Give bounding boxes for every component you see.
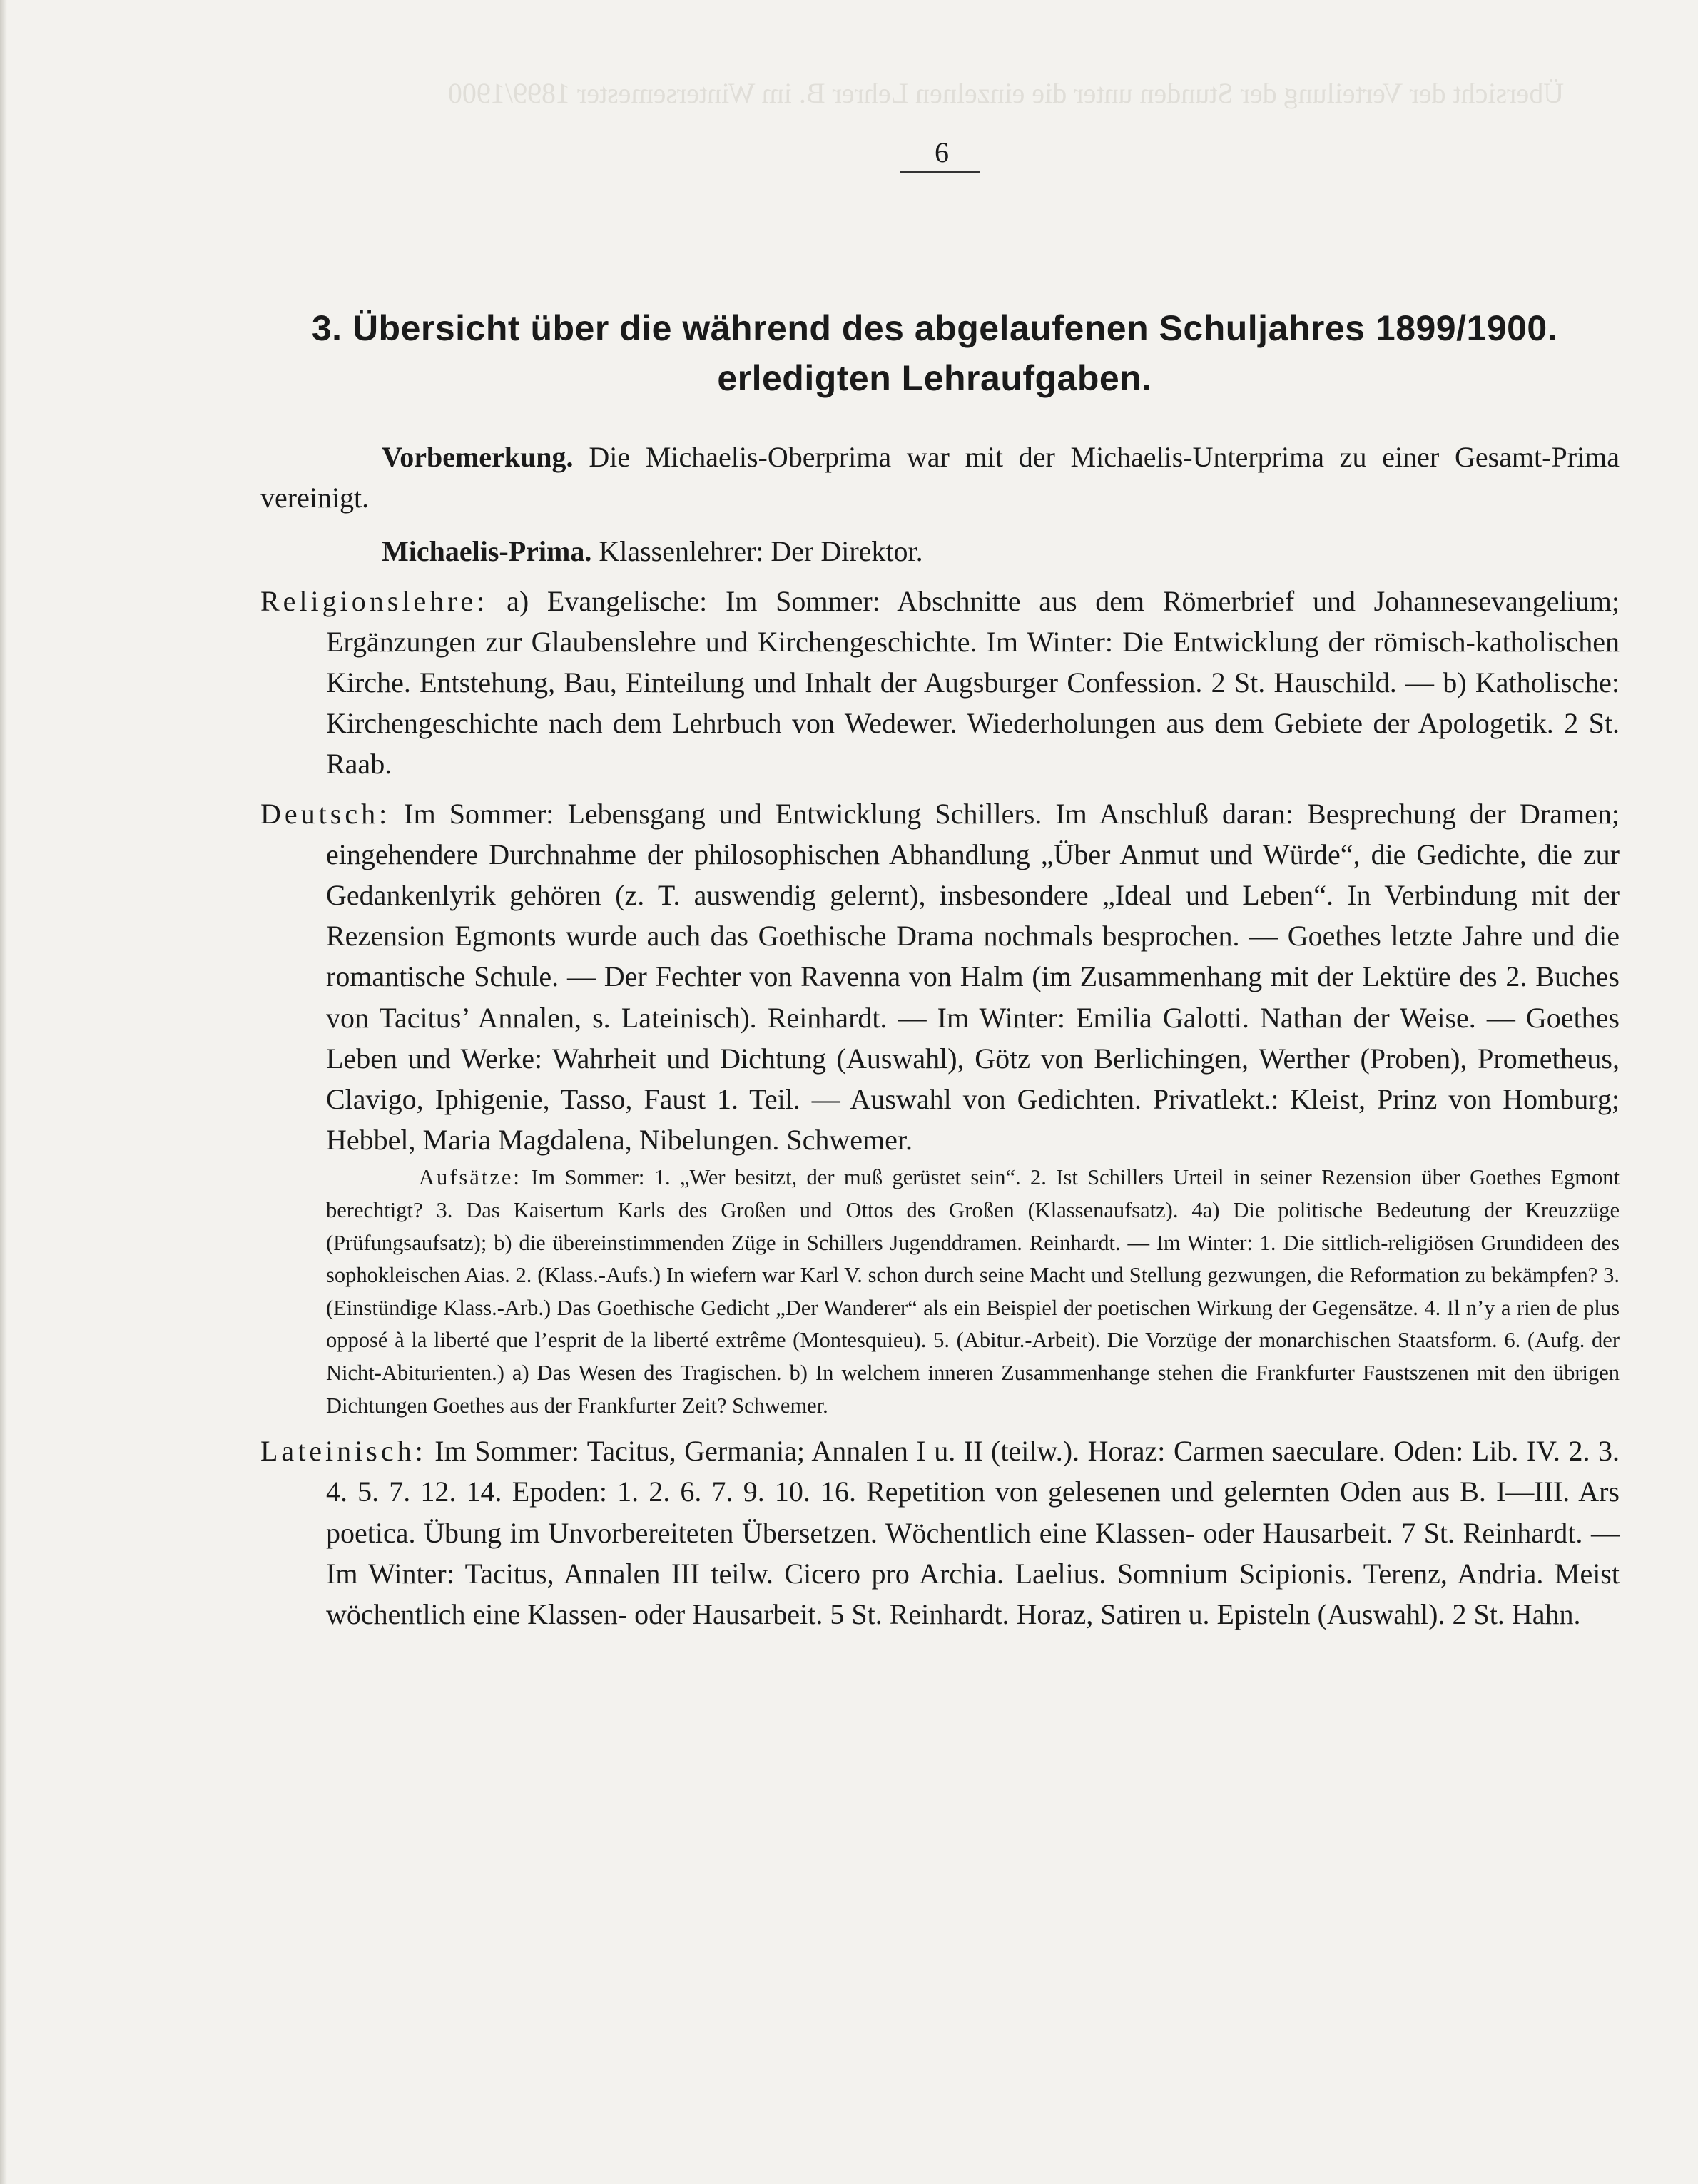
religion-text: a) Evangelische: Im Sommer: Abschnitte aus dem Römerbrief und Johannesevangelium; Ergänzungen zur Glaubenslehre und Kirchengeschichte. Im Winter: Die Entwicklung der römisch-katholischen Kirche. Entstehung, Bau, Einteilung und Inhalt der Augsburger Confession. 2 St. Hauschild. — b) Katholische: Kirchengeschichte nach dem Lehrbuch von Wedewer. Wiederholungen aus dem Gebiete der Apologetik. 2 St. Raab.	[326, 584, 1620, 781]
religion-label: Religionslehre:	[260, 584, 489, 617]
lateinisch-label: Lateinisch:	[260, 1435, 427, 1468]
page-number-rule	[900, 171, 980, 173]
lateinisch-paragraph	[260, 1431, 1620, 1635]
title-line-2: erledigten Lehraufgaben.	[717, 358, 1152, 398]
aufsaetze-label: Aufsätze:	[419, 1165, 522, 1190]
klasse-label: Michaelis-Prima.	[382, 535, 592, 568]
deutsch-paragraph	[260, 793, 1620, 1161]
deutsch-label: Deutsch:	[260, 797, 391, 830]
klasse-text: Klassenlehrer: Der Direktor.	[599, 535, 923, 568]
page-number: 6	[935, 136, 949, 168]
lateinisch-text: Im Sommer: Tacitus, Germania; Annalen I u. II (teilw.). Horaz: Carmen saeculare. Oden: Lib. IV. 2. 3. 4. 5. 7. 12. 14. Epoden: 1. 2. 6. 7. 9. 10. 16. Repetition von gelesenen und gelernten Oden aus B. I—III. Ars poetica. Übung im Unvorbereiteten Übersetzen. Wöchentlich eine Klassen- oder Hausarbeit. 7 St. Reinhardt. — Im Winter: Tacitus, Annalen III teilw. Cicero pro Archia. Laelius. Somnium Scipionis. Terenz, Andria. Meist wöchentlich eine Klassen- oder Hausarbeit. 5 St. Reinhardt. Horaz, Satiren u. Episteln (Auswahl). 2 St. Hahn.	[326, 1435, 1620, 1631]
title-line-1: 3. Übersicht über die während des abgelaufenen Schuljahres 1899/1900.	[311, 308, 1558, 348]
vorbemerkung-text: Die Michaelis-Oberprima war mit der Michaelis-Unterprima zu einer Gesamt-Prima vereinigt.	[260, 441, 1620, 514]
religion-paragraph	[260, 581, 1620, 785]
aufsaetze-paragraph	[326, 1162, 1620, 1422]
section-title	[257, 303, 1612, 403]
vorbemerkung-paragraph	[260, 437, 1620, 518]
scan-edge	[0, 0, 7, 2184]
bleed-through-text: Übersicht der Verteilung der Stunden unter die einzelnen Lehrer B. im Wintersemester 1899/1900	[447, 77, 1565, 109]
body-text	[260, 437, 1620, 1635]
vorbemerkung-label: Vorbemerkung.	[382, 441, 574, 473]
klasse-paragraph	[260, 531, 1620, 572]
aufsaetze-text: Im Sommer: 1. „Wer besitzt, der muß gerüstet sein“. 2. Ist Schillers Urteil in seiner Rezension über Goethes Egmont berechtigt? 3. Das Kaisertum Karls des Großen und Ottos des Großen (Klassenaufsatz). 4a) Die politische Bedeutung der Kreuzzüge (Prüfungsaufsatz); b) die übereinstimmenden Züge in Schillers Jugenddramen. Reinhardt. — Im Winter: 1. Die sittlich-religiösen Grundideen des sophokleischen Aias. 2. (Klass.-Aufs.) In wiefern war Karl V. schon durch seine Macht und Stellung gezwungen, die Reformation zu bekämpfen? 3. (Einstündige Klass.-Arb.) Das Goethische Gedicht „Der Wanderer“ als ein Beispiel der poetischen Wirkung der Gegensätze. 4. Il n’y a rien de plus opposé à la liberté que l’esprit de la liberté extrême (Montesquieu). 5. (Abitur.-Arbeit). Die Vorzüge der monarchischen Staatsform. 6. (Aufg. der Nicht-Abiturienten.) a) Das Wesen des Tragischen. b) In welchem inneren Zusammenhange stehen die Frankfurter Faustszenen mit den übrigen Dichtungen Goethes aus der Frankfurter Zeit? Schwemer.	[326, 1165, 1620, 1418]
deutsch-text: Im Sommer: Lebensgang und Entwicklung Schillers. Im Anschluß daran: Besprechung der Dramen; eingehendere Durchnahme der philosophischen Abhandlung „Über Anmut und Würde“, die Gedichte, die zur Gedankenlyrik gehören (z. T. auswendig gelernt), insbesondere „Ideal und Leben“. In Verbindung mit der Rezension Egmonts wurde auch das Goethische Drama nochmals besprochen. — Goethes letzte Jahre und die romantische Schule. — Der Fechter von Ravenna von Halm (im Zusammenhang mit der Lektüre des 2. Buches von Tacitus’ Annalen, s. Lateinisch). Reinhardt. — Im Winter: Emilia Galotti. Nathan der Weise. — Goethes Leben und Werke: Wahrheit und Dichtung (Auswahl), Götz von Berlichingen, Werther (Proben), Prometheus, Clavigo, Iphigenie, Tasso, Faust 1. Teil. — Auswahl von Gedichten. Privatlekt.: Kleist, Prinz von Homburg; Hebbel, Maria Magdalena, Nibelungen. Schwemer.	[326, 797, 1620, 1157]
